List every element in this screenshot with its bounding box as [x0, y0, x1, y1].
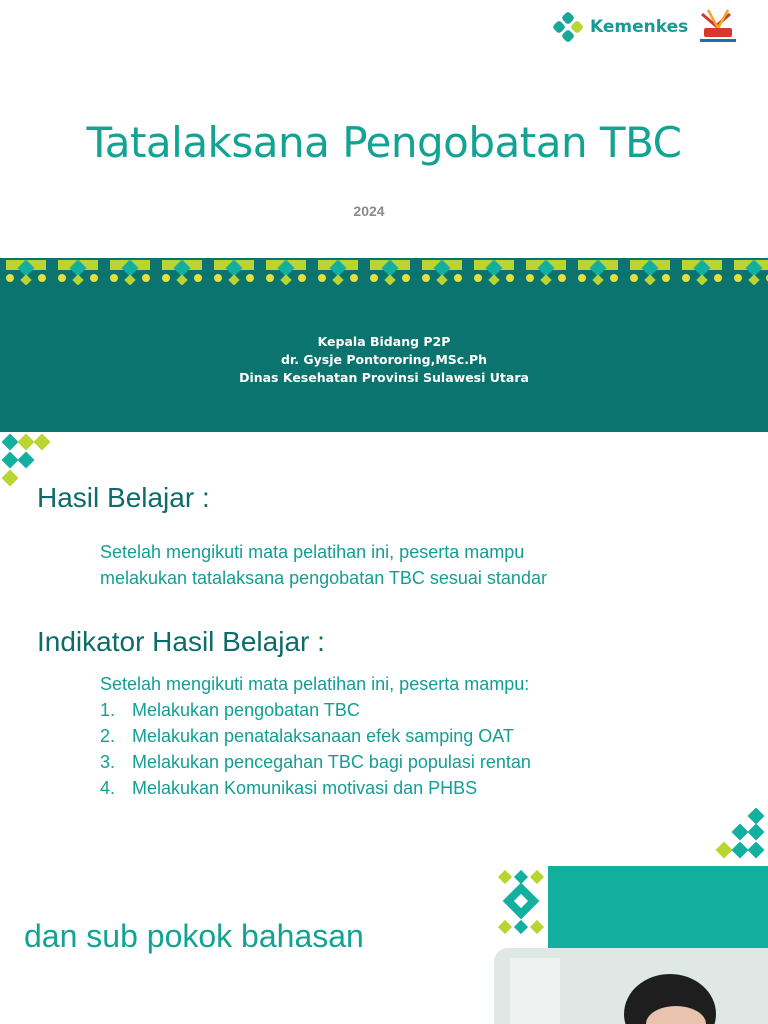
list-item-number: 4. — [100, 778, 116, 798]
logo-text: Kemenkes — [590, 17, 689, 37]
presenter-name: dr. Gysje Pontororing,MSc.Ph — [280, 352, 488, 367]
ornament-pattern — [0, 258, 768, 288]
ornament-motif — [110, 260, 150, 286]
next-slide-title: dan sub pokok bahasan — [24, 918, 364, 954]
slide3-teal-block — [548, 866, 768, 956]
ornament-motif — [162, 260, 202, 286]
list-item-text: Melakukan penatalaksanaan efek samping OAT — [132, 726, 514, 746]
list-item-text: Melakukan pengobatan TBC — [132, 700, 360, 720]
presenter-block — [0, 333, 768, 387]
list-item — [100, 775, 531, 801]
person-photo-icon — [494, 948, 768, 1024]
ornament-band — [0, 258, 768, 288]
list-item — [100, 697, 531, 723]
list-item — [100, 749, 531, 775]
presentation-title: Tatalaksana Pengobatan TBC — [86, 118, 682, 167]
ornament-motif — [6, 260, 46, 286]
list-item-number: 2. — [100, 726, 116, 746]
hasil-belajar-description — [100, 539, 547, 591]
ornament-motif — [734, 260, 768, 286]
presentation-year: 2024 — [353, 203, 385, 219]
list-item — [100, 723, 531, 749]
list-item-text: Melakukan Komunikasi motivasi dan PHBS — [132, 778, 478, 798]
presenter-role: Kepala Bidang P2P — [317, 334, 451, 349]
hasil-line: Setelah mengikuti mata pelatihan ini, peserta mampu — [100, 542, 525, 562]
tbc-campaign-badge-icon — [694, 8, 740, 46]
list-item-text: Melakukan pencegahan TBC bagi populasi rentan — [132, 752, 531, 772]
ornament-motif — [370, 260, 410, 286]
ornament-motif — [318, 260, 358, 286]
ornament-motif — [214, 260, 254, 286]
ornament-motif — [578, 260, 618, 286]
indikator-list — [100, 697, 531, 801]
indikator-intro: Setelah mengikuti mata pelatihan ini, peserta mampu: — [100, 674, 530, 694]
list-item-number: 3. — [100, 752, 116, 772]
kemenkes-logo — [552, 8, 740, 46]
hasil-belajar-heading: Hasil Belajar : — [37, 482, 210, 513]
ornament-motif — [474, 260, 514, 286]
slide3-ornament-icon — [494, 866, 548, 948]
ornament-motif — [422, 260, 462, 286]
corner-ornament-icon — [0, 432, 56, 488]
slide3-photo — [494, 948, 768, 1024]
hasil-line: melakukan tatalaksana pengobatan TBC sesuai standar — [100, 568, 547, 588]
ornament-motif — [630, 260, 670, 286]
right-corner-ornament-icon — [712, 808, 768, 866]
presenter-institution: Dinas Kesehatan Provinsi Sulawesi Utara — [239, 370, 529, 385]
list-item-number: 1. — [100, 700, 116, 720]
ornament-motif — [682, 260, 722, 286]
kemenkes-cross-icon — [552, 11, 584, 43]
ornament-motif — [266, 260, 306, 286]
indikator-heading: Indikator Hasil Belajar : — [37, 626, 325, 657]
ornament-motif — [58, 260, 98, 286]
ornament-motif — [526, 260, 566, 286]
